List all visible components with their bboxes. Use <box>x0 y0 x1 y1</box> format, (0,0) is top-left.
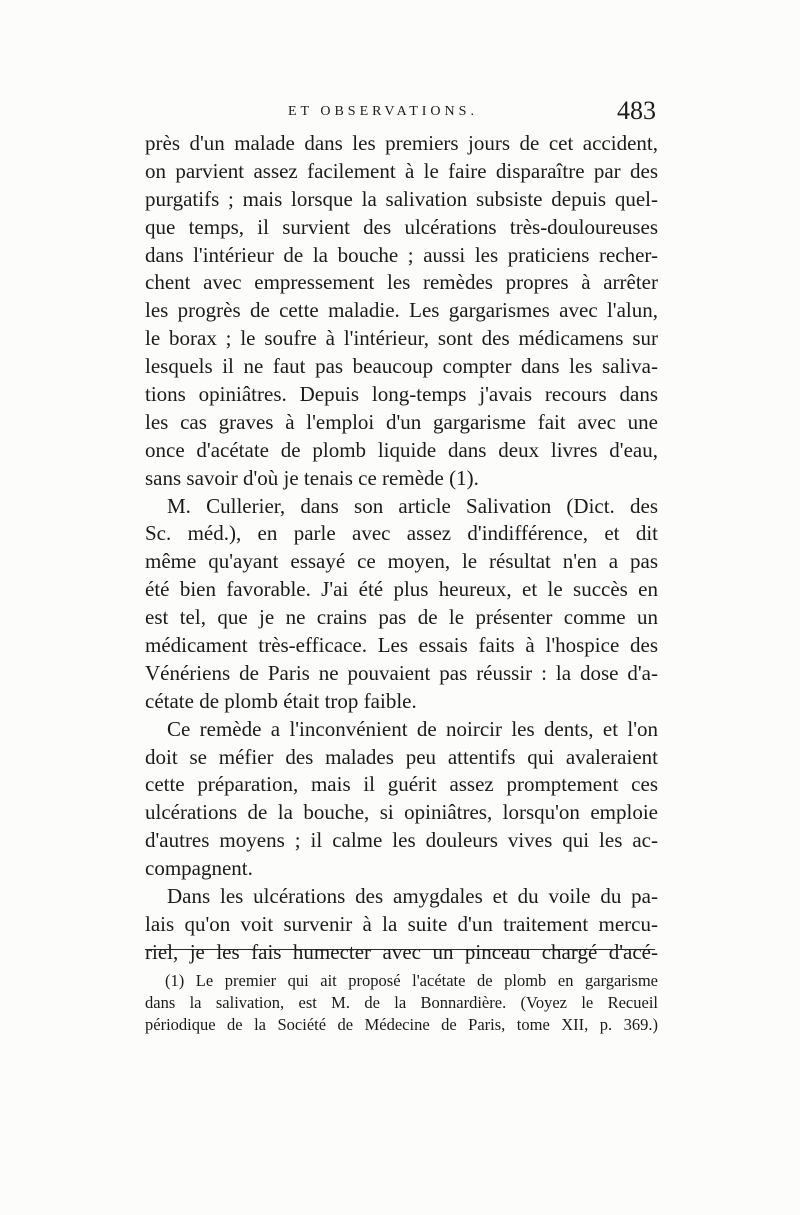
text-line: les progrès de cette maladie. Les gargarismes avec l'alun, <box>145 298 658 323</box>
text-line: ulcérations de la bouche, si opiniâtres, lorsqu'on emploie <box>145 800 658 825</box>
footnote-line: périodique de la Société de Médecine de Paris, tome XII, p. 369.) <box>145 1015 658 1034</box>
text-line: Ce remède a l'inconvénient de noircir les dents, et l'on <box>167 716 658 741</box>
text-line: cette préparation, mais il guérit assez promptement ces <box>145 772 658 797</box>
text-line: été bien favorable. J'ai été plus heureux, et le succès en <box>145 577 658 602</box>
text-line: près d'un malade dans les premiers jours de cet accident, <box>145 131 658 155</box>
text-line: lais qu'on voit survenir à la suite d'un traitement mercu- <box>145 911 658 936</box>
text-line: once d'acétate de plomb liquide dans deux livres d'eau, <box>145 437 658 462</box>
text-line: que temps, il survient des ulcérations très-douloureuses <box>145 214 658 239</box>
text-line: purgatifs ; mais lorsque la salivation subsiste depuis quel- <box>145 186 658 211</box>
text-line: même qu'ayant essayé ce moyen, le résultat n'en a pas <box>145 549 658 574</box>
text-line: d'autres moyens ; il calme les douleurs vives qui les ac- <box>145 828 658 853</box>
page-number: 483 <box>617 96 656 125</box>
text-line: Sc. méd.), en parle avec assez d'indifférence, et dit <box>145 521 658 546</box>
text-line: cétate de plomb était trop faible. <box>145 688 417 713</box>
text-line: sans savoir d'où je tenais ce remède (1). <box>145 465 479 490</box>
text-line: le borax ; le soufre à l'intérieur, sont des médicamens sur <box>145 326 658 351</box>
text-line: on parvient assez facilement à le faire disparaître par des <box>145 158 658 183</box>
text-line: doit se méfier des malades peu attentifs qui avaleraient <box>145 744 658 769</box>
text-line: Vénériens de Paris ne pouvaient pas réussir : la dose d'a- <box>145 660 658 685</box>
text-line: dans l'intérieur de la bouche ; aussi les praticiens recher- <box>145 242 658 267</box>
footnote-divider <box>145 949 655 950</box>
footnote-line: (1) Le premier qui ait proposé l'acétate de plomb en gargarisme <box>165 971 658 990</box>
text-line: médicament très-efficace. Les essais faits à l'hospice des <box>145 633 658 658</box>
body-text <box>145 130 658 967</box>
text-line: riel, je les fais humecter avec un pinceau chargé d'acé- <box>145 939 658 964</box>
text-line: tions opiniâtres. Depuis long-temps j'avais recours dans <box>145 382 658 407</box>
footnote-line: dans la salivation, est M. de la Bonnardière. (Voyez le Recueil <box>145 993 658 1012</box>
text-line: compagnent. <box>145 856 253 881</box>
footnote <box>145 970 658 1036</box>
text-line: les cas graves à l'emploi d'un gargarisme fait avec une <box>145 409 658 434</box>
running-head <box>140 96 660 132</box>
text-line: chent avec empressement les remèdes propres à arrêter <box>145 270 658 295</box>
text-line: Dans les ulcérations des amygdales et du voile du pa- <box>167 884 658 909</box>
running-title: ET OBSERVATIONS. <box>288 104 478 119</box>
text-line: est tel, que je ne crains pas de le présenter comme un <box>145 605 658 630</box>
text-line: lesquels il ne faut pas beaucoup compter dans les saliva- <box>145 354 658 379</box>
text-line: M. Cullerier, dans son article Salivation (Dict. des <box>167 493 658 518</box>
